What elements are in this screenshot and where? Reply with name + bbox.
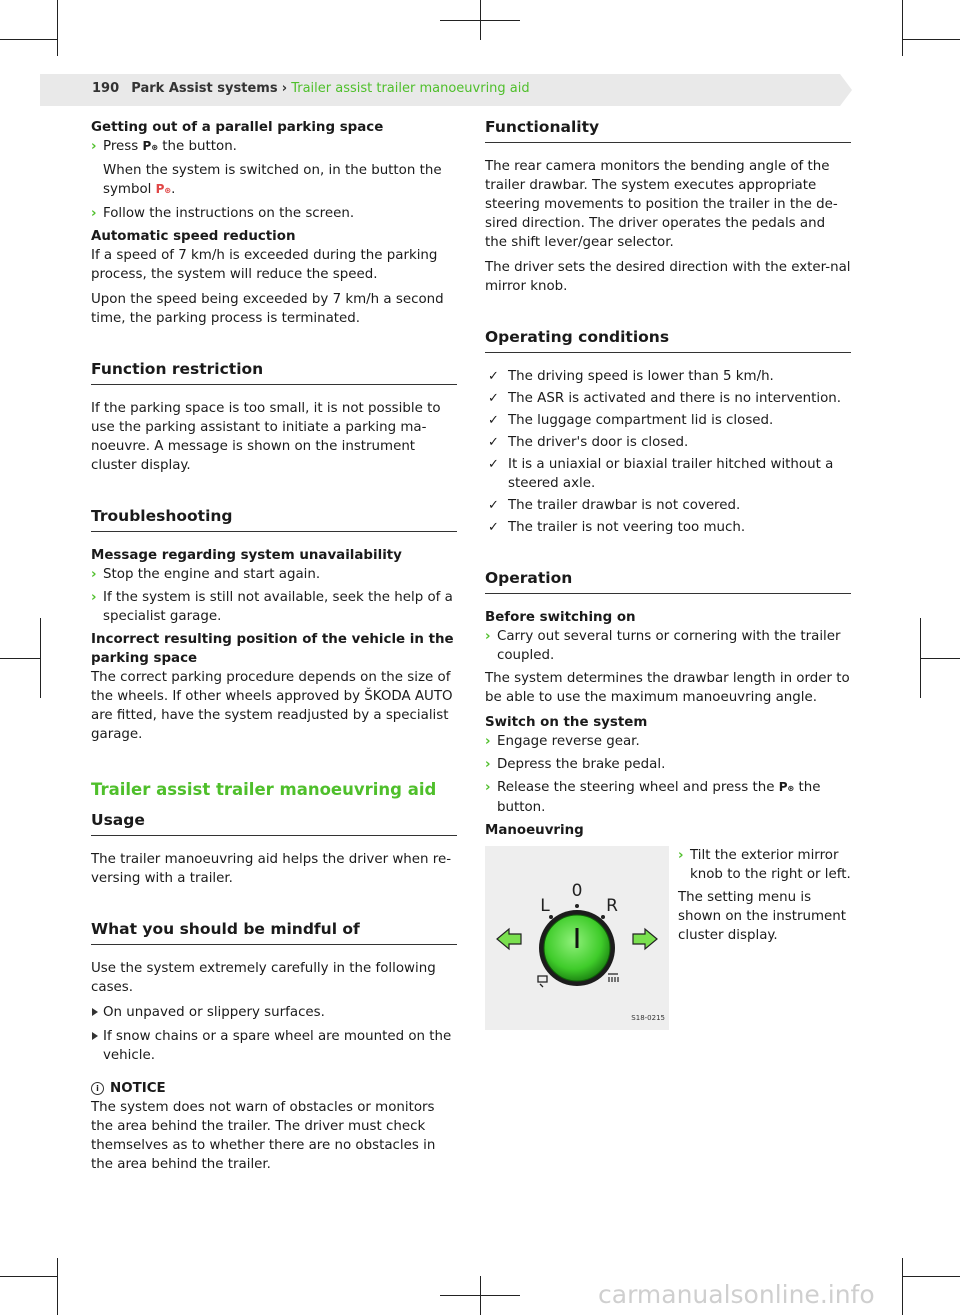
condition-item [485, 496, 851, 515]
manoeuvring-text: The setting menu is shown on the instrument cluster display. [678, 890, 846, 943]
step-marker: › [91, 590, 97, 605]
header-band-tip [840, 74, 852, 106]
crop-mark [902, 1258, 903, 1315]
bullet-text: On unpaved or slippery surfaces. [103, 1005, 325, 1020]
step-item [485, 627, 851, 665]
step-note [91, 161, 457, 200]
unavailability-title: Message regarding system unavailability [91, 548, 402, 563]
bullet-item [91, 1027, 457, 1065]
step-marker: › [91, 206, 97, 221]
functionality-text-1: The rear camera monitors the bending angle of the trailer drawbar. The system executes appropriate steering movements to position the trailer in the de-sired direction. The driver operates the pedals and the shift lever/gear selector. [485, 159, 838, 250]
step-text: Carry out several turns or cornering with the trailer coupled. [497, 629, 841, 663]
condition-item [485, 389, 851, 408]
label-right: R [606, 896, 618, 916]
crop-mark [440, 20, 520, 21]
switch-on-title: Switch on the system [485, 715, 648, 730]
notice-text: The system does not warn of obstacles or monitors the area behind the trailer. The driver must check themselves as to whether there are no obstacles in the area behind the trailer. [91, 1100, 436, 1172]
check-icon: ✓ [488, 391, 499, 406]
step-text: Tilt the exterior mirror knob to the right or left. [690, 848, 851, 882]
condition-text: The luggage compartment lid is closed. [508, 413, 774, 428]
condition-text: The driver's door is closed. [508, 435, 689, 450]
position-dot [601, 915, 605, 919]
check-icon: ✓ [488, 413, 499, 428]
troubleshooting-heading: Troubleshooting [91, 507, 457, 532]
function-restriction-text: If the parking space is too small, it is not possible to use the parking assistant to initiate a parking ma-noeuvre. A message is shown on the instrument cluster display. [91, 401, 441, 473]
punctuation: . [171, 182, 176, 197]
condition-item [485, 367, 851, 386]
bullet-triangle-icon [92, 1032, 98, 1040]
operation-heading: Operation [485, 569, 851, 594]
usage-heading: Usage [91, 811, 457, 836]
knob-indicator-line [576, 928, 579, 948]
step-item [91, 137, 457, 157]
header-subsection: Trailer assist trailer manoeuvring aid [291, 81, 530, 96]
manoeuvring-title: Manoeuvring [485, 823, 584, 838]
step-item [678, 846, 853, 884]
step-text: Depress the brake pedal. [497, 757, 666, 772]
step-item [485, 755, 851, 774]
label-zero: 0 [571, 881, 583, 901]
condition-item [485, 518, 851, 537]
crop-mark [40, 618, 41, 698]
getting-out-title: Getting out of a parallel parking space [91, 120, 384, 135]
crop-mark [902, 39, 960, 40]
running-header [92, 81, 530, 96]
mirror-fold-icon [538, 976, 547, 987]
before-switching-title: Before switching on [485, 610, 636, 625]
arrow-left-icon [497, 929, 521, 949]
step-text: Press [103, 139, 139, 154]
step-note-text: When the system is switched on, in the button the symbol [103, 163, 442, 197]
check-icon: ✓ [488, 498, 499, 513]
step-text: Engage reverse gear. [497, 734, 640, 749]
notice-title: NOTICE [110, 1081, 166, 1096]
arrow-right-icon [633, 929, 657, 949]
before-switching-text: The system determines the drawbar length in order to be able to use the maximum manoeuvring angle. [485, 671, 850, 705]
header-section: Park Assist systems [131, 81, 278, 96]
usage-text: The trailer manoeuvring aid helps the driver when re-versing with a trailer. [91, 852, 452, 886]
condition-text: The trailer drawbar is not covered. [508, 498, 741, 513]
step-item [91, 565, 457, 584]
page-number: 190 [92, 81, 120, 96]
step-marker: › [485, 734, 491, 749]
auto-speed-text-2: Upon the speed being exceeded by 7 km/h a second time, the parking process is terminated. [91, 292, 444, 326]
mirror-knob-illustration [485, 846, 669, 1030]
condition-item [485, 455, 851, 493]
step-text: Stop the engine and start again. [103, 567, 321, 582]
condition-item [485, 433, 851, 452]
condition-text: It is a uniaxial or biaxial trailer hitched without a steered axle. [508, 457, 834, 491]
step-item [91, 588, 457, 626]
crop-mark [0, 1276, 57, 1277]
step-item [91, 204, 457, 223]
crop-mark [57, 1258, 58, 1315]
left-column [91, 118, 457, 1180]
crop-mark [0, 658, 40, 659]
crop-mark [0, 39, 57, 40]
step-text: If the system is still not available, seek the help of a specialist garage. [103, 590, 453, 624]
check-icon: ✓ [488, 435, 499, 450]
step-marker: › [678, 848, 684, 863]
step-marker: › [485, 757, 491, 772]
park-assist-active-icon: P⊛ [155, 182, 172, 196]
incorrect-position-title: Incorrect resulting position of the vehicle in the parking space [91, 632, 454, 666]
functionality-text-2: The driver sets the desired direction with the exter-nal mirror knob. [485, 260, 851, 294]
step-marker: › [91, 567, 97, 582]
condition-text: The ASR is activated and there is no intervention. [508, 391, 842, 406]
position-dot [549, 915, 553, 919]
condition-text: The driving speed is lower than 5 km/h. [508, 369, 774, 384]
incorrect-position-text: The correct parking procedure depends on the size of the wheels. If other wheels approved by ŠKODA AUTO are fitted, have the system readjusted by a specialist garage. [91, 670, 453, 742]
check-icon: ✓ [488, 369, 499, 384]
crop-mark [57, 0, 58, 56]
step-text: the button. [497, 780, 821, 815]
crop-mark [902, 0, 903, 56]
auto-speed-text-1: If a speed of 7 km/h is exceeded during the parking process, the system will reduce the speed. [91, 248, 438, 282]
figure-row [485, 846, 851, 1034]
position-dot [575, 904, 579, 908]
step-marker: › [485, 780, 491, 795]
operating-conditions-heading: Operating conditions [485, 328, 851, 353]
auto-speed-title: Automatic speed reduction [91, 229, 296, 244]
mirror-knob-figure [485, 846, 669, 1030]
watermark: carmanualsonline.info [598, 1280, 875, 1309]
functionality-heading: Functionality [485, 118, 851, 143]
condition-text: The trailer is not veering too much. [508, 520, 746, 535]
check-icon: ✓ [488, 457, 499, 472]
step-text: Follow the instructions on the screen. [103, 206, 355, 221]
check-icon: ✓ [488, 520, 499, 535]
right-column [485, 118, 851, 1034]
bullet-item [91, 1003, 457, 1022]
label-left: L [540, 896, 550, 916]
bullet-text: If snow chains or a spare wheel are mounted on the vehicle. [103, 1029, 452, 1063]
step-marker: › [91, 139, 97, 154]
step-marker: › [485, 629, 491, 644]
trailer-assist-heading: Trailer assist trailer manoeuvring aid [91, 780, 437, 799]
mirror-heating-icon [608, 974, 618, 982]
step-text: the button. [162, 139, 237, 154]
figure-code: S18-0215 [631, 1014, 665, 1022]
crop-mark [440, 1295, 520, 1296]
header-separator: › [281, 81, 288, 96]
mindful-text: Use the system extremely carefully in the following cases. [91, 961, 436, 995]
park-assist-button-icon: P⊛ [778, 780, 795, 794]
bullet-triangle-icon [92, 1008, 98, 1016]
step-item [485, 732, 851, 751]
figure-side-text [678, 846, 853, 951]
step-item [485, 778, 851, 817]
step-text: Release the steering wheel and press the [497, 780, 775, 795]
park-assist-button-icon: P⊛ [142, 139, 159, 153]
notice-heading [91, 1079, 457, 1098]
crop-mark [920, 658, 960, 659]
condition-item [485, 411, 851, 430]
function-restriction-heading: Function restriction [91, 360, 457, 385]
info-icon: i [91, 1082, 104, 1095]
mindful-heading: What you should be mindful of [91, 920, 457, 945]
crop-mark [902, 1276, 960, 1277]
